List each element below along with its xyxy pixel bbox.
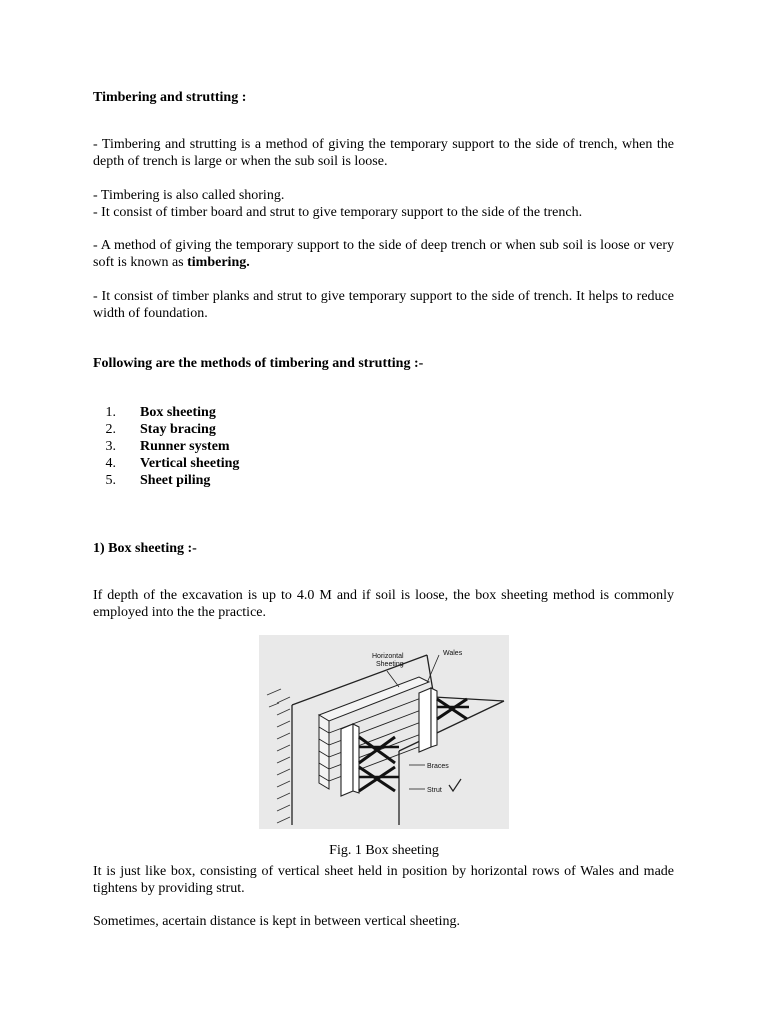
label-wales: Wales [443, 650, 463, 657]
paragraph-timbering-definition [93, 237, 674, 271]
paragraph-timbering-text: - A method of giving the temporary support to the side of deep trench or when sub soil is loose or very soft is known as [93, 238, 674, 270]
list-label: Stay bracing [140, 422, 216, 437]
list-number: 3. [105, 439, 116, 454]
list-number: 4. [105, 456, 116, 471]
paragraph-box-sheeting-intro: If depth of the excavation is up to 4.0 M and if soil is loose, the box sheeting method is commonly employed into the the practice. [93, 588, 674, 620]
paragraph-spacing-note: Sometimes, acertain distance is kept in between vertical sheeting. [93, 914, 460, 929]
figure-caption: Fig. 1 Box sheeting [329, 843, 439, 858]
list-item [93, 455, 239, 472]
box-sheeting-diagram [259, 635, 509, 829]
section-heading-box-sheeting: 1) Box sheeting :- [93, 541, 197, 556]
box-sheeting-figure [259, 635, 509, 829]
label-strut: Strut [427, 787, 442, 794]
label-horizontal-sheeting-2: Sheeting [376, 661, 404, 668]
list-item [93, 472, 239, 489]
list-item [93, 421, 239, 438]
timbering-term: timbering. [187, 255, 250, 270]
paragraph-shoring: - Timbering is also called shoring. [93, 188, 285, 203]
paragraph-box-description: It is just like box, consisting of vertical sheet held in position by horizontal rows of Wales and made tightens by providing strut. [93, 864, 674, 896]
list-item [93, 438, 239, 455]
page-title: Timbering and strutting : [93, 90, 247, 105]
list-label: Sheet piling [140, 473, 211, 488]
paragraph-definition: - Timbering and strutting is a method of giving the temporary support to the side of trench, when the depth of trench is large or when the sub soil is loose. [93, 137, 674, 169]
methods-heading: Following are the methods of timbering and strutting :- [93, 356, 424, 371]
label-horizontal-sheeting-1: Horizontal [372, 653, 404, 660]
list-label: Box sheeting [140, 405, 216, 420]
methods-list [93, 404, 239, 489]
list-item [93, 404, 239, 421]
paragraph-timber-planks: - It consist of timber planks and strut to give temporary support to the side of trench. It helps to reduce width of foundation. [93, 289, 674, 321]
paragraph-timber-board: - It consist of timber board and strut to give temporary support to the side of the trench. [93, 205, 583, 220]
label-braces: Braces [427, 763, 449, 770]
list-number: 5. [105, 473, 116, 488]
list-number: 2. [105, 422, 116, 437]
list-number: 1. [105, 405, 116, 420]
list-label: Runner system [140, 439, 230, 454]
list-label: Vertical sheeting [140, 456, 240, 471]
